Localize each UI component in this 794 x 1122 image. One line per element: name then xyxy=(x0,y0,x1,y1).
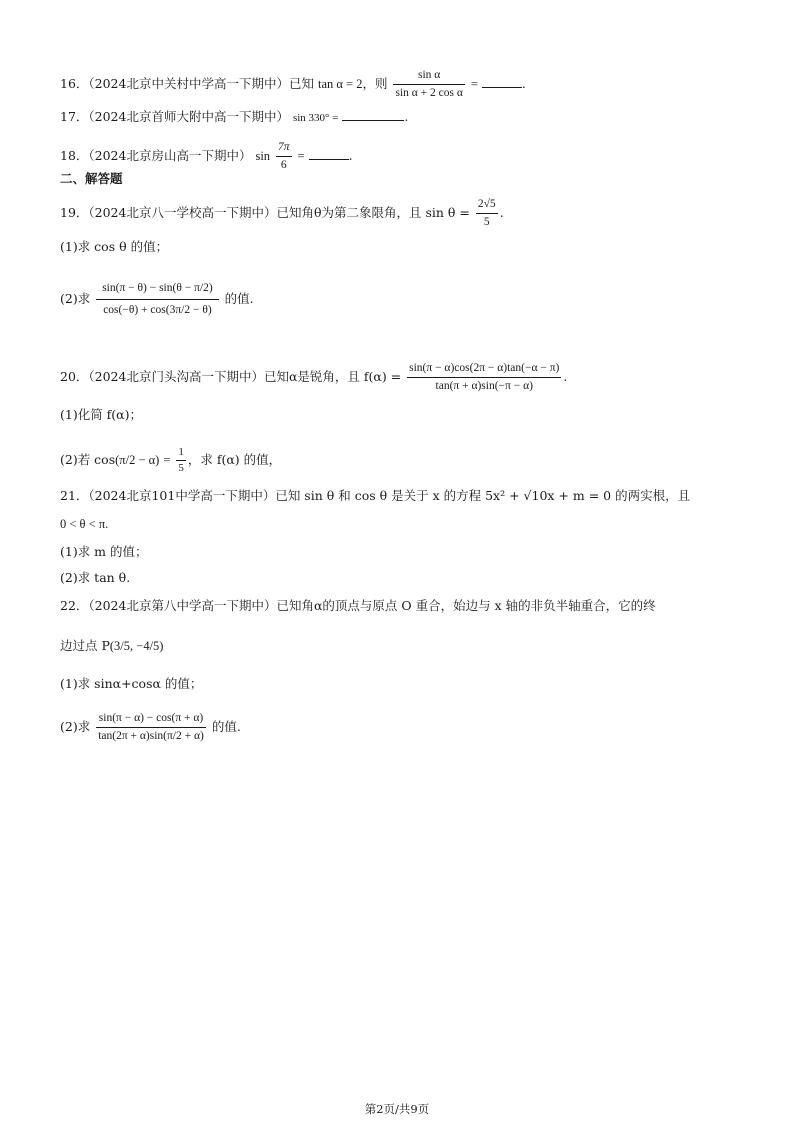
question-source: （2024北京中关村中学高一下期中） xyxy=(88,76,289,91)
question-19: 19．（2024北京八一学校高一下期中）已知角θ为第二象限角，且 sin θ = $\frac{2√5}{5}$ . xyxy=(60,198,504,228)
question-20-part-1: (1)化简 f(α)； xyxy=(60,407,143,422)
question-number: 18． xyxy=(60,148,89,163)
question-22-part-1: (1)求 sinα+cosα 的值； xyxy=(60,676,203,691)
fraction: $\frac{7\pi}{6}$ xyxy=(278,141,290,171)
fraction: $\frac{2√5}{5}$ xyxy=(477,198,496,228)
question-22: 22．（2024北京第八中学高一下期中）已知角α的顶点与原点 O 重合，始边与 x 轴的非负半轴重合，它的终 xyxy=(60,598,656,613)
question-16: 16．（2024北京中关村中学高一下期中）已知 tan α = 2，则 $\frac{\text{sin α}}{\text{sin α + 2 cos α}}$ = . xyxy=(60,69,526,99)
question-22-point: 边过点 P(3/5, −4/5) xyxy=(60,638,164,653)
question-19-part-2: (2)求 $\frac{\sin(\pi - \theta) - \sin(\theta - \pi/2)}{\cos(-\theta) + \cos(3\pi/2 - \theta)}$ 的值. xyxy=(60,282,254,316)
question-number: 21． xyxy=(60,488,89,503)
question-17: 17．（2024北京首师大附中高一下期中） sin 330° = . xyxy=(60,109,409,124)
question-21-condition: 0 < θ < π. xyxy=(60,517,109,531)
question-source: （2024北京第八中学高一下期中） xyxy=(88,598,277,613)
question-source: （2024北京房山高一下期中） xyxy=(88,148,252,163)
section-heading: 二、解答题 xyxy=(60,171,123,186)
question-21: 21．（2024北京101中学高一下期中）已知 sin θ 和 cos θ 是关于 x 的方程 5x² + √10x + m = 0 的两实根，且 xyxy=(60,488,691,503)
condition: tan α = 2 xyxy=(317,77,363,91)
question-number: 22． xyxy=(60,598,89,613)
answer-blank[interactable] xyxy=(342,108,404,121)
question-source: （2024北京101中学高一下期中） xyxy=(88,488,276,503)
question-20: 20．（2024北京门头沟高一下期中）已知α是锐角，且 f(α) = $\frac{\sin(\pi - \alpha)\cos(2\pi - \alpha)\tan(-\alpha - \pi)}{\tan(\pi + \alpha)\sin(-\pi - \alpha)}$ . xyxy=(60,362,568,392)
fraction: $\frac{1}{5}$ xyxy=(178,446,184,474)
question-source: （2024北京首师大附中高一下期中） xyxy=(88,109,289,124)
fraction: $\frac{\sin(\pi - \alpha)\cos(2\pi - \alpha)\tan(-\alpha - \pi)}{\tan(\pi + \alpha)\sin(-\pi - \alpha)}$ xyxy=(409,362,560,392)
question-source: （2024北京门头沟高一下期中） xyxy=(88,369,264,384)
question-21-part-2: (2)求 tan θ. xyxy=(60,570,131,585)
fraction: $\frac{\sin(\pi - \alpha) - \cos(\pi + \alpha)}{\tan(2\pi + \alpha)\sin(\pi/2 + \alpha)}$ xyxy=(98,712,204,742)
question-22-part-2: (2)求 $\frac{\sin(\pi - \alpha) - \cos(\pi + \alpha)}{\tan(2\pi + \alpha)\sin(\pi/2 + \alpha)}$ 的值. xyxy=(60,712,241,742)
question-18: 18．（2024北京房山高一下期中） sin $\frac{7\pi}{6}$ = . xyxy=(60,141,353,171)
question-source: （2024北京八一学校高一下期中） xyxy=(88,205,277,220)
question-number: 17． xyxy=(60,109,89,124)
point-coordinates: (3/5, −4/5) xyxy=(109,639,164,653)
fraction: $\frac{\sin(\pi - \theta) - \sin(\theta - \pi/2)}{\cos(-\theta) + \cos(3\pi/2 - \theta)}$ xyxy=(96,281,218,318)
question-21-part-1: (1)求 m 的值； xyxy=(60,544,148,559)
question-20-part-2: (2)若 cos(π/2 − α) = $\frac{1}{5}$ ，求 f(α) 的值， xyxy=(60,446,282,474)
answer-blank[interactable] xyxy=(482,75,522,88)
question-number: 20． xyxy=(60,369,89,384)
fraction: $\frac{\text{sin α}}{\text{sin α + 2 cos α}}$ xyxy=(395,69,463,99)
question-number: 19． xyxy=(60,205,89,220)
page-footer: 第2页/共9页 xyxy=(364,1102,430,1116)
question-number: 16． xyxy=(60,76,89,91)
answer-blank[interactable] xyxy=(309,147,349,160)
question-19-part-1: (1)求 cos θ 的值； xyxy=(60,239,169,254)
